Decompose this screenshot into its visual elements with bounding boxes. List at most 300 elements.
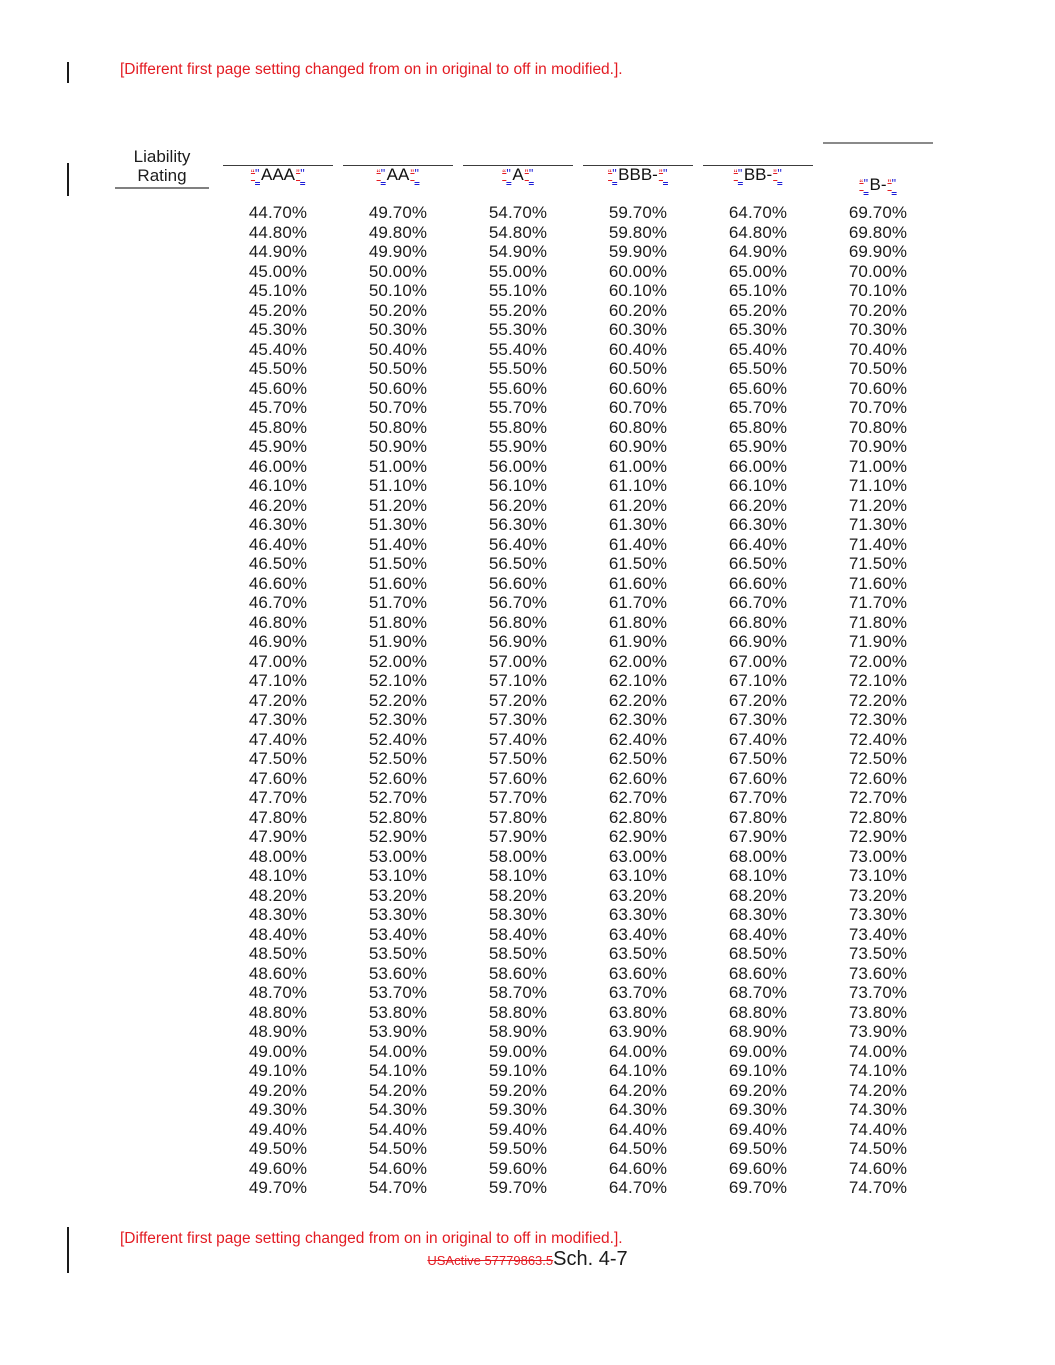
table-row xyxy=(106,281,938,301)
value-cell: 66.20% xyxy=(728,495,788,515)
value-cell: 64.10% xyxy=(608,1061,668,1080)
value-cell: 51.70% xyxy=(368,593,428,612)
value-cell: 61.00% xyxy=(608,456,668,476)
column-header-bbb-minus xyxy=(578,142,698,203)
value-cell: 50.00% xyxy=(368,261,428,281)
column-header-text xyxy=(251,165,305,187)
page-footer xyxy=(0,1248,1055,1271)
value-cell: 44.80% xyxy=(248,222,308,242)
value-cell: 74.20% xyxy=(848,1080,908,1100)
change-bar-top xyxy=(67,62,69,83)
value-cell: 54.90% xyxy=(488,242,548,261)
table-row xyxy=(106,242,938,262)
empty-cell xyxy=(106,730,218,750)
table-row xyxy=(106,1061,938,1081)
value-cell: 52.60% xyxy=(368,768,428,788)
deleted-quote: ” xyxy=(410,168,415,180)
value-cell: 47.50% xyxy=(248,749,308,768)
table-row xyxy=(106,515,938,535)
value-cell: 67.50% xyxy=(728,749,788,768)
value-cell: 46.00% xyxy=(248,456,308,476)
value-cell: 67.30% xyxy=(728,710,788,729)
value-cell: 47.00% xyxy=(248,651,308,671)
value-cell: 54.70% xyxy=(488,203,548,222)
value-cell: 63.80% xyxy=(608,1002,668,1022)
value-cell: 53.30% xyxy=(368,905,428,924)
value-cell: 52.90% xyxy=(368,827,428,846)
value-cell: 65.40% xyxy=(728,339,788,359)
value-cell: 57.10% xyxy=(488,671,548,690)
value-cell: 44.70% xyxy=(248,203,308,222)
empty-cell xyxy=(106,866,218,886)
value-cell: 72.10% xyxy=(848,671,908,690)
table-row xyxy=(106,1178,938,1198)
value-cell: 54.40% xyxy=(368,1119,428,1139)
value-cell: 63.10% xyxy=(608,866,668,885)
value-cell: 68.50% xyxy=(728,944,788,963)
value-cell: 63.40% xyxy=(608,924,668,944)
value-cell: 48.70% xyxy=(248,983,308,1002)
value-cell: 68.90% xyxy=(728,1022,788,1041)
value-cell: 45.70% xyxy=(248,398,308,417)
value-cell: 68.80% xyxy=(728,1002,788,1022)
value-cell: 70.80% xyxy=(848,417,908,437)
table-row xyxy=(106,1120,938,1140)
table-header-row xyxy=(106,142,938,203)
value-cell: 59.90% xyxy=(608,242,668,261)
value-cell: 71.90% xyxy=(848,632,908,651)
value-cell: 53.70% xyxy=(368,983,428,1002)
value-cell: 74.50% xyxy=(848,1139,908,1158)
value-cell: 71.60% xyxy=(848,573,908,593)
inserted-quote: " xyxy=(528,167,534,181)
table-row xyxy=(106,652,938,672)
empty-cell xyxy=(106,1081,218,1101)
empty-cell xyxy=(106,1022,218,1042)
value-cell: 62.40% xyxy=(608,729,668,749)
value-cell: 59.30% xyxy=(488,1100,548,1119)
value-cell: 67.70% xyxy=(728,788,788,807)
value-cell: 50.70% xyxy=(368,398,428,417)
value-cell: 53.20% xyxy=(368,885,428,905)
value-cell: 58.10% xyxy=(488,866,548,885)
value-cell: 63.60% xyxy=(608,963,668,983)
value-cell: 62.90% xyxy=(608,827,668,846)
table-row xyxy=(106,1042,938,1062)
value-cell: 70.60% xyxy=(848,378,908,398)
table-row xyxy=(106,1100,938,1120)
value-cell: 45.60% xyxy=(248,378,308,398)
value-cell: 60.20% xyxy=(608,300,668,320)
column-overline xyxy=(223,165,333,166)
value-cell: 71.20% xyxy=(848,495,908,515)
table-row xyxy=(106,925,938,945)
empty-cell xyxy=(106,1042,218,1062)
value-cell: 66.80% xyxy=(728,612,788,632)
value-cell: 64.70% xyxy=(728,203,788,222)
value-cell: 64.90% xyxy=(728,242,788,261)
value-cell: 62.80% xyxy=(608,807,668,827)
inserted-quote: " xyxy=(380,167,386,181)
value-cell: 74.30% xyxy=(848,1100,908,1119)
table-row xyxy=(106,574,938,594)
value-cell: 73.70% xyxy=(848,983,908,1002)
empty-cell xyxy=(106,203,218,223)
value-cell: 46.80% xyxy=(248,612,308,632)
empty-cell xyxy=(106,983,218,1003)
value-cell: 72.60% xyxy=(848,768,908,788)
value-cell: 62.30% xyxy=(608,710,668,729)
value-cell: 62.00% xyxy=(608,651,668,671)
inserted-quote: " xyxy=(414,167,420,181)
value-cell: 46.90% xyxy=(248,632,308,651)
value-cell: 70.50% xyxy=(848,359,908,378)
value-cell: 61.40% xyxy=(608,534,668,554)
empty-cell xyxy=(106,905,218,925)
column-header-b-minus xyxy=(818,142,938,203)
value-cell: 73.80% xyxy=(848,1002,908,1022)
empty-cell xyxy=(106,1003,218,1023)
value-cell: 49.60% xyxy=(248,1158,308,1178)
deleted-quote: “ xyxy=(733,168,738,180)
value-cell: 57.70% xyxy=(488,788,548,807)
value-cell: 61.30% xyxy=(608,515,668,534)
value-cell: 50.40% xyxy=(368,339,428,359)
value-cell: 64.60% xyxy=(608,1158,668,1178)
value-cell: 64.30% xyxy=(608,1100,668,1119)
row-header-label: Liability Rating xyxy=(115,147,209,189)
change-bar-header xyxy=(67,163,69,196)
value-cell: 65.60% xyxy=(728,378,788,398)
value-cell: 47.20% xyxy=(248,690,308,710)
value-cell: 64.40% xyxy=(608,1119,668,1139)
empty-cell xyxy=(106,1120,218,1140)
value-cell: 70.20% xyxy=(848,300,908,320)
value-cell: 51.60% xyxy=(368,573,428,593)
table-row xyxy=(106,554,938,574)
value-cell: 52.70% xyxy=(368,788,428,807)
value-cell: 55.80% xyxy=(488,417,548,437)
value-cell: 57.90% xyxy=(488,827,548,846)
value-cell: 56.40% xyxy=(488,534,548,554)
value-cell: 65.30% xyxy=(728,320,788,339)
value-cell: 54.10% xyxy=(368,1061,428,1080)
rating-label: B- xyxy=(869,175,887,194)
value-cell: 45.00% xyxy=(248,261,308,281)
empty-cell xyxy=(106,613,218,633)
value-cell: 69.00% xyxy=(728,1041,788,1061)
value-cell: 60.90% xyxy=(608,437,668,456)
value-cell: 67.60% xyxy=(728,768,788,788)
table-row xyxy=(106,905,938,925)
value-cell: 48.40% xyxy=(248,924,308,944)
table-row xyxy=(106,847,938,867)
value-cell: 45.10% xyxy=(248,281,308,300)
table-row xyxy=(106,808,938,828)
value-cell: 49.40% xyxy=(248,1119,308,1139)
value-cell: 44.90% xyxy=(248,242,308,261)
empty-cell xyxy=(106,652,218,672)
value-cell: 46.60% xyxy=(248,573,308,593)
value-cell: 69.40% xyxy=(728,1119,788,1139)
value-cell: 65.80% xyxy=(728,417,788,437)
value-cell: 68.20% xyxy=(728,885,788,905)
empty-cell xyxy=(106,1100,218,1120)
empty-cell xyxy=(106,574,218,594)
table-row xyxy=(106,671,938,691)
value-cell: 60.50% xyxy=(608,359,668,378)
value-cell: 71.40% xyxy=(848,534,908,554)
table-row xyxy=(106,827,938,847)
value-cell: 71.30% xyxy=(848,515,908,534)
value-cell: 56.90% xyxy=(488,632,548,651)
value-cell: 62.60% xyxy=(608,768,668,788)
empty-cell xyxy=(106,554,218,574)
empty-cell xyxy=(106,340,218,360)
value-cell: 72.40% xyxy=(848,729,908,749)
value-cell: 69.10% xyxy=(728,1061,788,1080)
empty-cell xyxy=(106,671,218,691)
table-row xyxy=(106,886,938,906)
table-row xyxy=(106,944,938,964)
column-overline xyxy=(343,165,453,166)
value-cell: 50.10% xyxy=(368,281,428,300)
value-cell: 57.50% xyxy=(488,749,548,768)
value-cell: 45.40% xyxy=(248,339,308,359)
value-cell: 45.50% xyxy=(248,359,308,378)
value-cell: 51.10% xyxy=(368,476,428,495)
deleted-quote: ” xyxy=(887,178,892,190)
deleted-quote: ” xyxy=(296,168,301,180)
empty-cell xyxy=(106,223,218,243)
value-cell: 60.40% xyxy=(608,339,668,359)
table-row xyxy=(106,1022,938,1042)
value-cell: 50.20% xyxy=(368,300,428,320)
value-cell: 60.30% xyxy=(608,320,668,339)
empty-cell xyxy=(106,788,218,808)
value-cell: 70.70% xyxy=(848,398,908,417)
value-cell: 54.70% xyxy=(368,1178,428,1197)
deleted-quote: “ xyxy=(376,168,381,180)
value-cell: 67.00% xyxy=(728,651,788,671)
inserted-quote: " xyxy=(891,177,897,191)
value-cell: 59.00% xyxy=(488,1041,548,1061)
empty-cell xyxy=(106,1159,218,1179)
value-cell: 53.10% xyxy=(368,866,428,885)
value-cell: 66.30% xyxy=(728,515,788,534)
value-cell: 49.70% xyxy=(248,1178,308,1197)
deleted-quote: “ xyxy=(250,168,256,180)
value-cell: 45.90% xyxy=(248,437,308,456)
value-cell: 56.00% xyxy=(488,456,548,476)
value-cell: 53.60% xyxy=(368,963,428,983)
value-cell: 59.10% xyxy=(488,1061,548,1080)
liability-rating-table xyxy=(106,142,938,1198)
value-cell: 72.70% xyxy=(848,788,908,807)
table-row xyxy=(106,1159,938,1179)
inserted-quote: " xyxy=(663,167,668,181)
value-cell: 69.90% xyxy=(848,242,908,261)
value-cell: 48.20% xyxy=(248,885,308,905)
table-row xyxy=(106,496,938,516)
value-cell: 57.00% xyxy=(488,651,548,671)
value-cell: 51.30% xyxy=(368,515,428,534)
value-cell: 73.30% xyxy=(848,905,908,924)
value-cell: 60.80% xyxy=(608,417,668,437)
rating-label: BB- xyxy=(743,165,773,184)
value-cell: 46.50% xyxy=(248,554,308,573)
deleted-doc-stamp: USActive 57779863.5 xyxy=(427,1253,554,1268)
value-cell: 47.90% xyxy=(248,827,308,846)
value-cell: 53.50% xyxy=(368,944,428,963)
table-row xyxy=(106,398,938,418)
value-cell: 55.20% xyxy=(488,300,548,320)
value-cell: 65.00% xyxy=(728,261,788,281)
value-cell: 68.40% xyxy=(728,924,788,944)
value-cell: 62.20% xyxy=(608,690,668,710)
empty-cell xyxy=(106,301,218,321)
value-cell: 73.60% xyxy=(848,963,908,983)
value-cell: 61.70% xyxy=(608,593,668,612)
column-header-text xyxy=(859,175,896,197)
value-cell: 49.00% xyxy=(248,1041,308,1061)
value-cell: 47.60% xyxy=(248,768,308,788)
value-cell: 63.90% xyxy=(608,1022,668,1041)
value-cell: 64.20% xyxy=(608,1080,668,1100)
table-row xyxy=(106,203,938,223)
value-cell: 47.40% xyxy=(248,729,308,749)
value-cell: 62.50% xyxy=(608,749,668,768)
value-cell: 51.40% xyxy=(368,534,428,554)
value-cell: 54.00% xyxy=(368,1041,428,1061)
value-cell: 54.20% xyxy=(368,1080,428,1100)
value-cell: 71.10% xyxy=(848,476,908,495)
empty-cell xyxy=(106,925,218,945)
value-cell: 73.20% xyxy=(848,885,908,905)
empty-cell xyxy=(106,496,218,516)
value-cell: 49.70% xyxy=(368,203,428,222)
value-cell: 48.00% xyxy=(248,846,308,866)
value-cell: 64.50% xyxy=(608,1139,668,1158)
value-cell: 58.80% xyxy=(488,1002,548,1022)
value-cell: 57.40% xyxy=(488,729,548,749)
empty-cell xyxy=(106,398,218,418)
deleted-quote: ” xyxy=(524,168,529,180)
value-cell: 53.90% xyxy=(368,1022,428,1041)
empty-cell xyxy=(106,535,218,555)
table-row xyxy=(106,769,938,789)
value-cell: 49.50% xyxy=(248,1139,308,1158)
value-cell: 61.60% xyxy=(608,573,668,593)
value-cell: 66.70% xyxy=(728,593,788,612)
value-cell: 72.50% xyxy=(848,749,908,768)
value-cell: 54.60% xyxy=(368,1158,428,1178)
value-cell: 45.30% xyxy=(248,320,308,339)
value-cell: 67.80% xyxy=(728,807,788,827)
value-cell: 50.50% xyxy=(368,359,428,378)
column-header-text xyxy=(734,165,783,187)
table-row xyxy=(106,1139,938,1159)
value-cell: 57.60% xyxy=(488,768,548,788)
value-cell: 74.00% xyxy=(848,1041,908,1061)
value-cell: 71.80% xyxy=(848,612,908,632)
table-row xyxy=(106,320,938,340)
value-cell: 48.60% xyxy=(248,963,308,983)
value-cell: 49.80% xyxy=(368,222,428,242)
value-cell: 45.20% xyxy=(248,300,308,320)
value-cell: 51.80% xyxy=(368,612,428,632)
value-cell: 71.00% xyxy=(848,456,908,476)
inserted-quote: " xyxy=(777,167,783,181)
value-cell: 70.10% xyxy=(848,281,908,300)
value-cell: 52.20% xyxy=(368,690,428,710)
value-cell: 57.80% xyxy=(488,807,548,827)
table-body xyxy=(106,203,938,1198)
value-cell: 69.20% xyxy=(728,1080,788,1100)
inserted-quote: " xyxy=(300,167,306,181)
value-cell: 66.60% xyxy=(728,573,788,593)
column-header-text xyxy=(502,165,534,187)
empty-cell xyxy=(106,691,218,711)
value-cell: 51.90% xyxy=(368,632,428,651)
column-header-aa xyxy=(338,142,458,203)
value-cell: 51.50% xyxy=(368,554,428,573)
empty-cell xyxy=(106,457,218,477)
table-row xyxy=(106,866,938,886)
empty-cell xyxy=(106,262,218,282)
value-cell: 73.40% xyxy=(848,924,908,944)
value-cell: 52.00% xyxy=(368,651,428,671)
value-cell: 65.50% xyxy=(728,359,788,378)
table-row xyxy=(106,535,938,555)
value-cell: 56.60% xyxy=(488,573,548,593)
value-cell: 61.20% xyxy=(608,495,668,515)
table-row xyxy=(106,1003,938,1023)
empty-cell xyxy=(106,281,218,301)
rating-label: A xyxy=(512,165,524,184)
column-header-text xyxy=(608,165,668,187)
value-cell: 55.10% xyxy=(488,281,548,300)
value-cell: 64.80% xyxy=(728,222,788,242)
value-cell: 60.00% xyxy=(608,261,668,281)
value-cell: 63.20% xyxy=(608,885,668,905)
deleted-quote: “ xyxy=(502,168,507,180)
empty-cell xyxy=(106,847,218,867)
value-cell: 50.30% xyxy=(368,320,428,339)
value-cell: 66.10% xyxy=(728,476,788,495)
value-cell: 49.10% xyxy=(248,1061,308,1080)
value-cell: 52.10% xyxy=(368,671,428,690)
value-cell: 69.30% xyxy=(728,1100,788,1119)
rating-label: BBB- xyxy=(618,165,658,184)
value-cell: 61.80% xyxy=(608,612,668,632)
value-cell: 68.70% xyxy=(728,983,788,1002)
empty-cell xyxy=(106,359,218,379)
track-change-note-top: [Different first page setting changed from on in original to off in modified.]. xyxy=(120,61,623,78)
inserted-quote: " xyxy=(255,167,260,181)
inserted-quote: " xyxy=(612,167,618,181)
value-cell: 73.00% xyxy=(848,846,908,866)
value-cell: 50.80% xyxy=(368,417,428,437)
value-cell: 49.90% xyxy=(368,242,428,261)
empty-cell xyxy=(106,749,218,769)
value-cell: 48.10% xyxy=(248,866,308,885)
value-cell: 55.50% xyxy=(488,359,548,378)
value-cell: 53.40% xyxy=(368,924,428,944)
value-cell: 66.90% xyxy=(728,632,788,651)
value-cell: 58.20% xyxy=(488,885,548,905)
value-cell: 64.70% xyxy=(608,1178,668,1197)
